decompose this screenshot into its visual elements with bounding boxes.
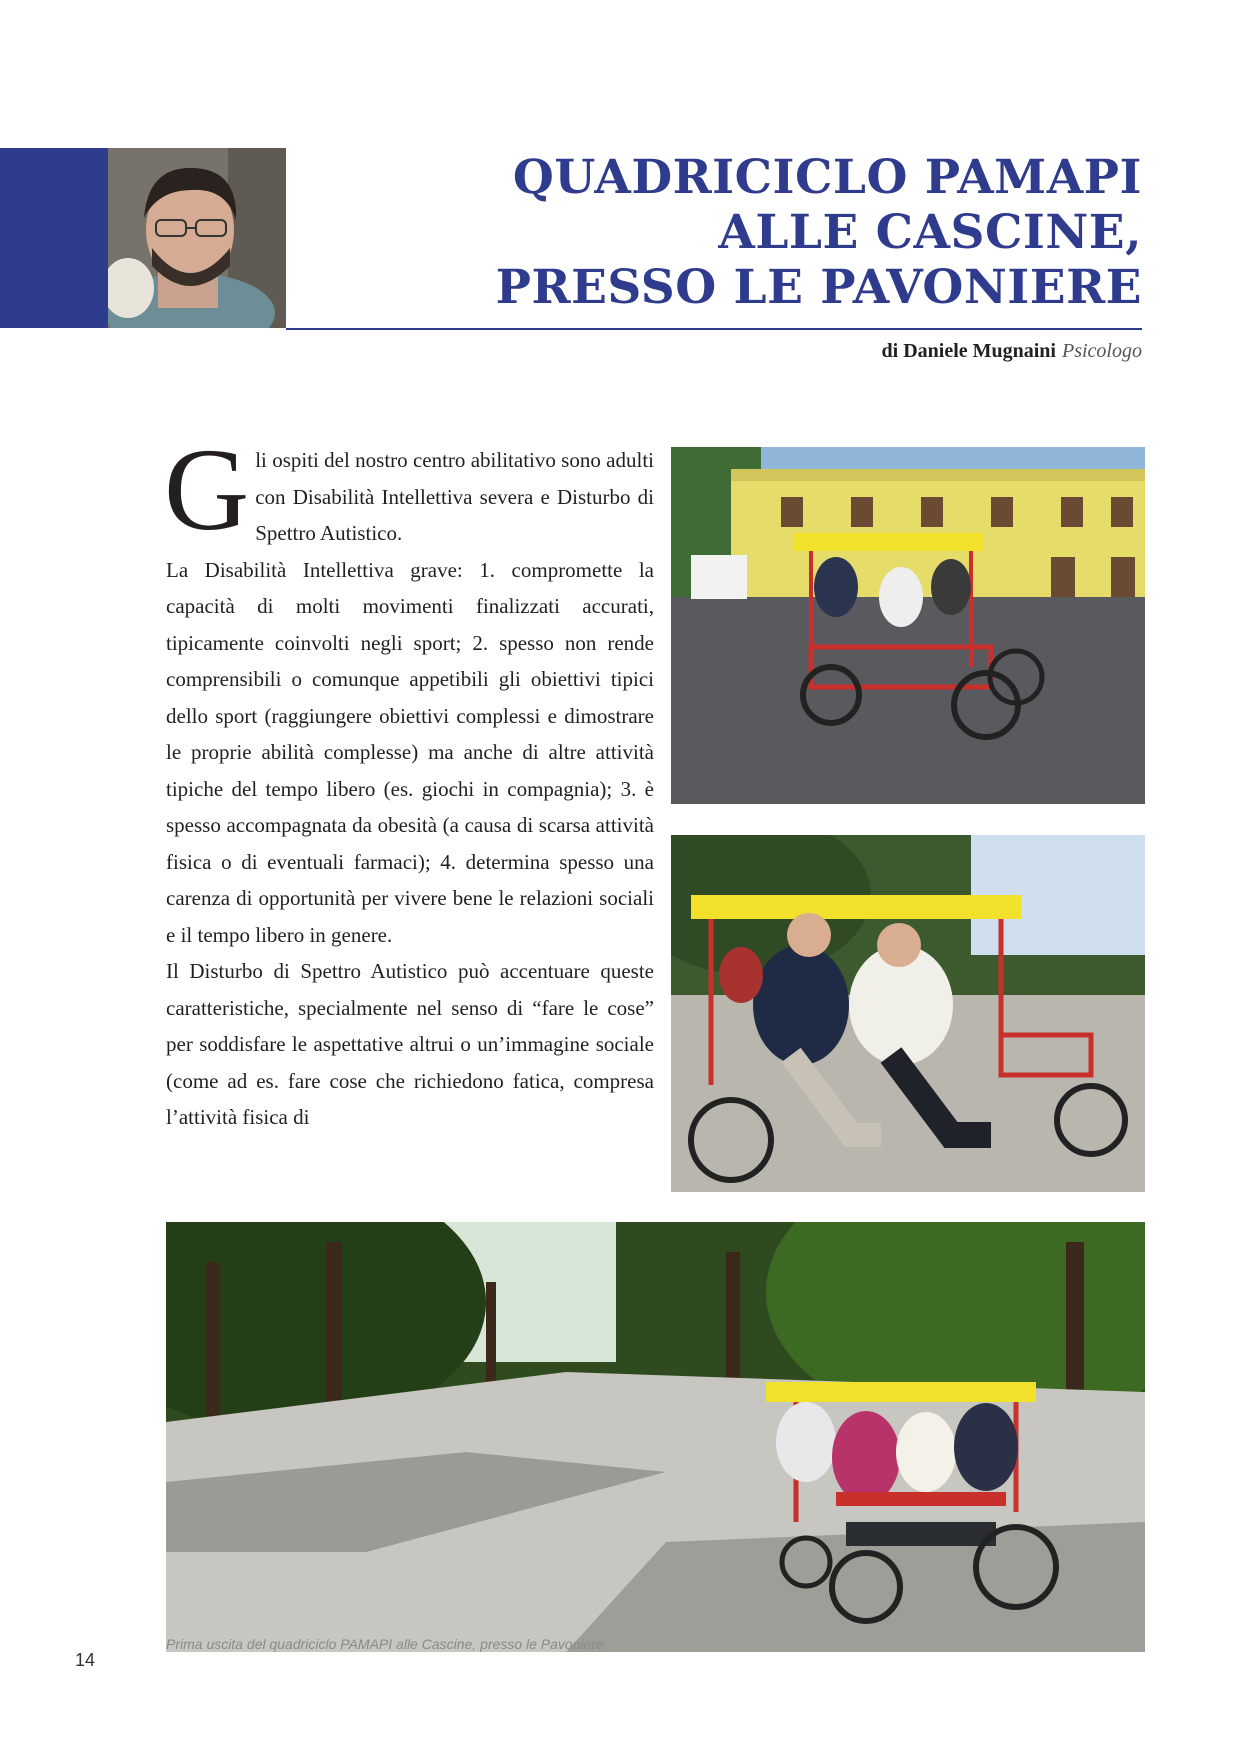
drop-cap: G <box>164 424 250 555</box>
photo-quadricycle-riders <box>671 835 1145 1192</box>
photo-quadricycle-square <box>671 447 1145 804</box>
title-line-3: PRESSO LE PAVONIERE <box>495 260 1142 315</box>
author-portrait <box>108 148 286 328</box>
byline-author: di Daniele Mugnaini <box>881 340 1056 362</box>
article-title <box>382 150 1142 315</box>
title-line-2: ALLE CASCINE, <box>718 205 1142 260</box>
byline-role: Psicologo <box>1062 340 1142 362</box>
page-number: 14 <box>75 1650 96 1670</box>
title-line-1: QUADRICICLO PAMAPI <box>512 150 1142 205</box>
paragraph-2: La Disabilità Intellettiva grave: 1. compromette la capacità di molti movimenti finalizzati accurati, tipicamente coinvolti negli sport; 2. spesso non rende comprensibili o comunque appetibili gli obiettivi tipici dello sport (raggiungere obiettivi complessi e dimostrare le proprie abilità complesse) ma anche di altre attività tipiche del tempo libero (es. giochi in compagnia); 3. è spesso accompagnata da obesità (a causa di scarsa attività fisica o di eventuali farmaci); 4. determina spesso una carenza di opportunità per vivere bene le relazioni sociali e il tempo libero in genere. <box>166 557 654 947</box>
figure-caption: Prima uscita del quadriciclo PAMAPI alle Cascine, presso le Pavoniere <box>166 1636 604 1652</box>
article-body <box>164 424 654 1136</box>
paragraph-3: Il Disturbo di Spettro Autistico può accentuare queste caratteristiche, specialmente nel senso di “fare le cose” per soddisfare le aspettative altrui o un’immagine sociale (come ad es. fare cose che richiedono fatica, compresa l’attività fisica di <box>166 959 654 1129</box>
paragraph-1 <box>164 424 654 555</box>
photo-quadricycle-park <box>166 1222 1145 1652</box>
header-color-band <box>0 148 108 328</box>
paragraph-1-text: li ospiti del nostro centro abilitativo sono adulti con Disabilità Intellettiva severa e Disturbo di Spettro Autistico. <box>255 448 654 545</box>
title-divider <box>286 328 1142 330</box>
byline <box>882 340 1142 363</box>
